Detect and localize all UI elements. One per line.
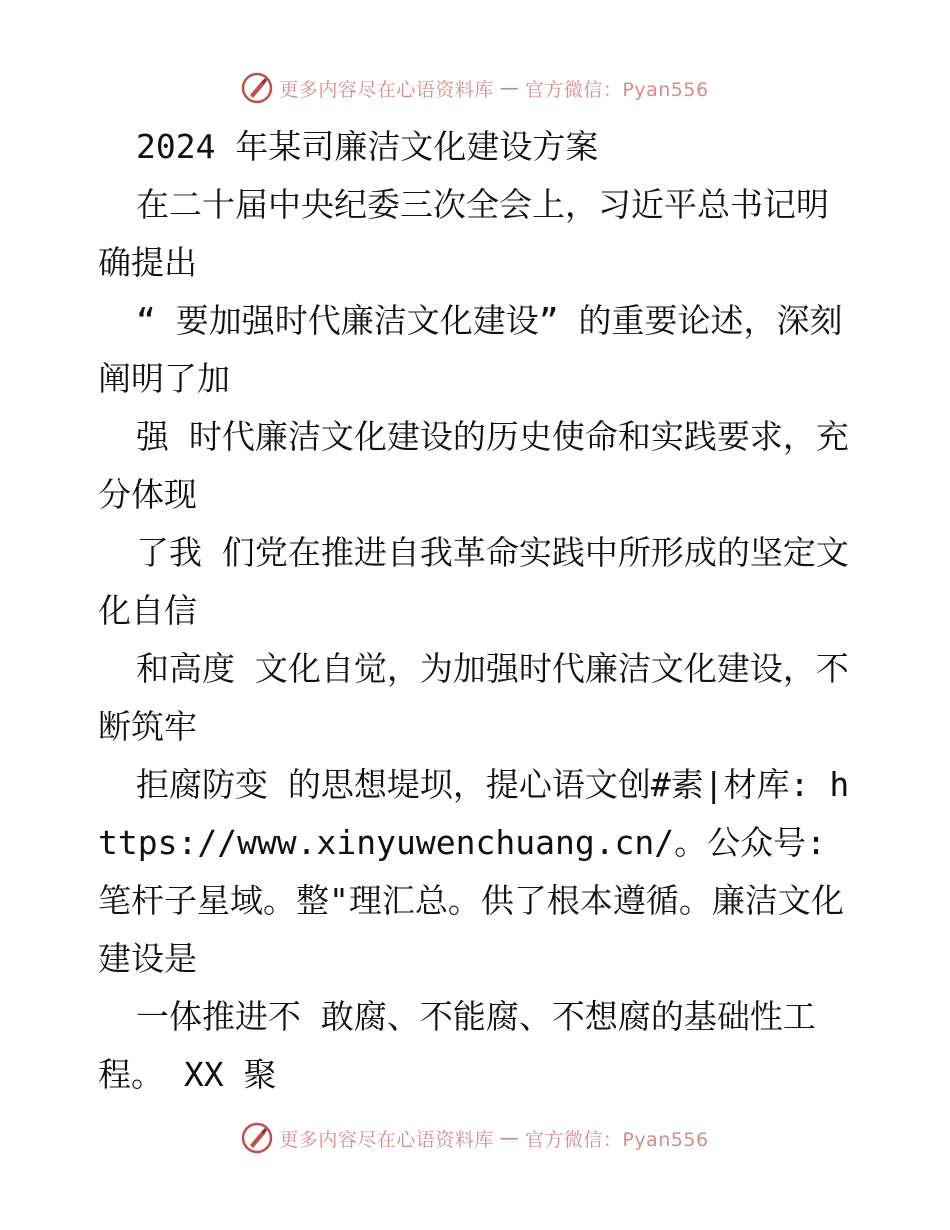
paragraph: “ 要加强时代廉洁文化建设” 的重要论述，深刻阐明了加 xyxy=(98,301,843,398)
watermark-text: 更多内容尽在心语资料库 xyxy=(279,1128,494,1151)
document-body xyxy=(98,118,858,1104)
watermark-wechat: 官方微信：Pyan556 xyxy=(524,78,709,101)
paragraph: 拒腐防变 的思想堤坝，提心语文创#素|材库: https://www.xinyuwenchuang.cn/。公众号: 笔杆子星域。整"理汇总。供了根本遵循。廉洁文化建设是 xyxy=(98,765,850,978)
paragraph: 在二十届中央纪委三次全会上，习近平总书记明确提出 xyxy=(98,185,829,282)
header-watermark xyxy=(0,72,950,104)
watermark-wechat: 官方微信：Pyan556 xyxy=(524,1128,709,1151)
document-title: 2024 年某司廉洁文化建设方案 xyxy=(136,127,599,166)
watermark-separator: — xyxy=(499,77,519,99)
paragraph: 了我 们党在推进自我革命实践中所形成的坚定文化自信 xyxy=(98,533,849,630)
watermark-text: 更多内容尽在心语资料库 xyxy=(279,78,494,101)
pen-logo-icon xyxy=(241,1122,273,1154)
watermark-separator: — xyxy=(499,1127,519,1149)
footer-watermark xyxy=(0,1122,950,1154)
pen-logo-icon xyxy=(241,72,273,104)
paragraph: 和高度 文化自觉，为加强时代廉洁文化建设，不断筑牢 xyxy=(98,649,849,746)
paragraph: 一体推进不 敢腐、不能腐、不想腐的基础性工程。 XX 聚 xyxy=(98,997,816,1094)
paragraph: 强 时代廉洁文化建设的历史使命和实践要求，充分体现 xyxy=(98,417,849,514)
